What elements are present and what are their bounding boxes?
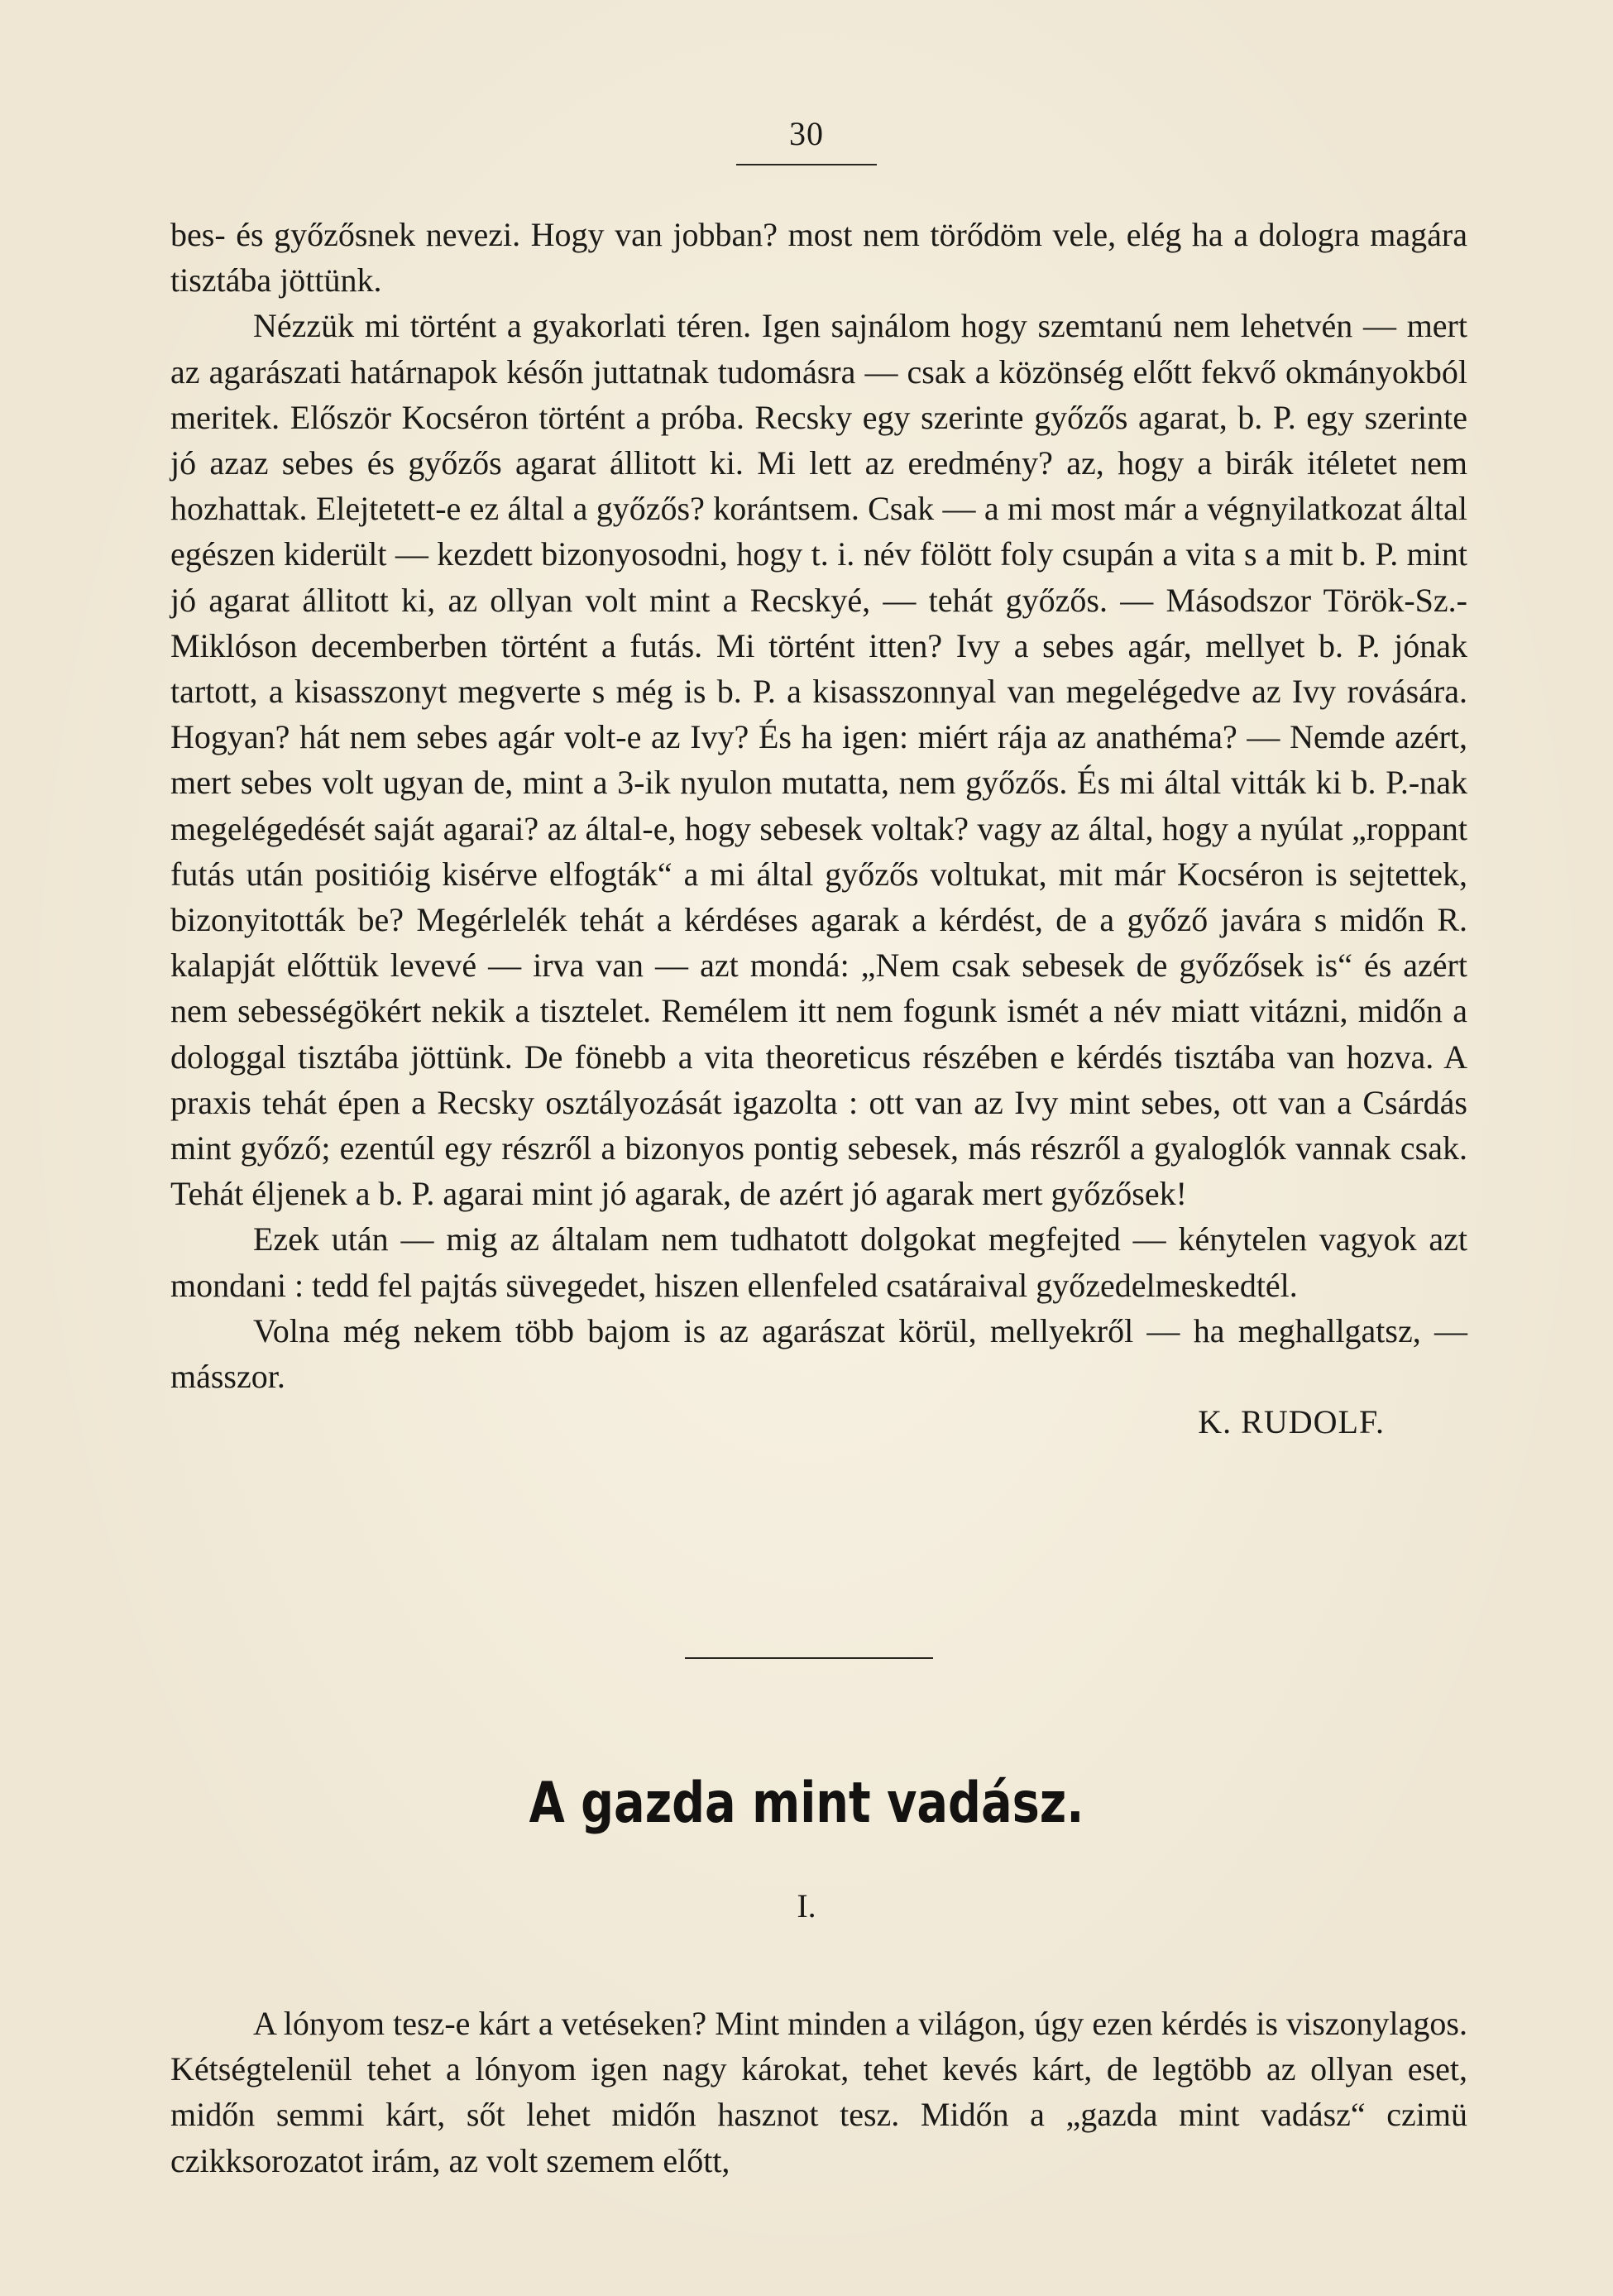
article-title: A gazda mint vadász. (529, 1771, 1084, 1836)
section-divider (685, 1657, 933, 1659)
page-number-rule (736, 164, 877, 165)
author-signature: K. RUDOLF. (1198, 1403, 1385, 1441)
article-body (170, 2001, 1467, 2183)
article-continuation (170, 212, 1467, 1445)
paragraph: Nézzük mi történt a gyakorlati téren. Igen sajnálom hogy szemtanú nem lehetvén — mert az agarászati határnapok későn juttatnak tudomásra — csak a közönség előtt fekvő okmányokból meritek. Először Kocséron történt a próba. Recsky egy szerinte győzős agarat, b. P. egy szerinte jó azaz sebes és győzős agarat állitott ki. Mi lett az eredmény? az, hogy a birák itéletet nem hozhattak. Elejtetett-e ez által a győzős? korántsem. Csak — a mi most már a végnyilatkozat által egészen kiderült — kezdett bizonyosodni, hogy t. i. név fölött foly csupán a vita s a mit b. P. mint jó agarat állitott ki, az ollyan volt mint a Recskyé, — tehát győzős. — Másodszor Török-Sz.-Miklóson decemberben történt a futás. Mi történt itten? Ivy a sebes agár, mellyet b. P. jónak tartott, a kisasszonyt megverte s még is b. P. a kisasszonnyal van megelégedve az Ivy rovására. Hogyan? hát nem sebes agár volt-e az Ivy? És ha igen: miért rája az anathéma? — Nemde azért, mert sebes volt ugyan de, mint a 3-ik nyulon mutatta, nem győzős. És mi által vitták ki b. P.-nak megelégedését saját agarai? az által-e, hogy sebesek voltak? vagy az által, hogy a nyúlat „roppant futás után positióig kisérve elfogták“ a mi által győzős voltukat, mit már Kocséron is sejtettek, bizonyitották be? Megérlelék tehát a kérdéses agarak a kérdést, de a győző javára s midőn R. kalapját előttük levevé — irva van — azt mondá: „Nem csak sebesek de győzősek is“ és azért nem sebességökért nekik a tisztelet. Remélem itt nem fogunk ismét a név miatt vitázni, midőn a dologgal tisztába jöttünk. De fönebb a vita theoreticus részében e kérdés tisztába van hozva. A praxis tehát épen a Recsky osztályozását igazolta : ott van az Ivy mint sebes, ott van a Csárdás mint győző; ezentúl egy részről a bizonyos pontig sebesek, más részről a gyaloglók vannak csak. Tehát éljenek a b. P. agarai mint jó agarak, de azért jó agarak mert győzősek! (170, 307, 1467, 1213)
paragraph: Volna még nekem több bajom is az agarászat körül, mellyekről — ha meghallgatsz, — másszor. (170, 1311, 1467, 1396)
paragraph: Ezek után — mig az általam nem tudhatott dolgokat megfejted — kénytelen vagyok azt mondani : tedd fel pajtás süvegedet, hiszen ellenfeled csatáraival győzedelmeskedtél. (170, 1220, 1467, 1304)
paragraph: A lónyom tesz-e kárt a vetéseken? Mint minden a világon, úgy ezen kérdés is viszonylagos. Kétségtelenül tehet a lónyom igen nagy károkat, tehet kevés kárt, de legtöbb az ollyan eset, midőn semmi kárt, sőt lehet midőn hasznot tesz. Midőn a „gazda mint vadász“ czimü czikksorozatot irám, az volt szemem előtt, (170, 2005, 1467, 2179)
paragraph: bes- és győzősnek nevezi. Hogy van jobban? most nem törődöm vele, elég ha a dologra magára tisztába jöttünk. (170, 216, 1467, 300)
part-number: I. (797, 1887, 816, 1925)
page-number: 30 (789, 115, 824, 152)
